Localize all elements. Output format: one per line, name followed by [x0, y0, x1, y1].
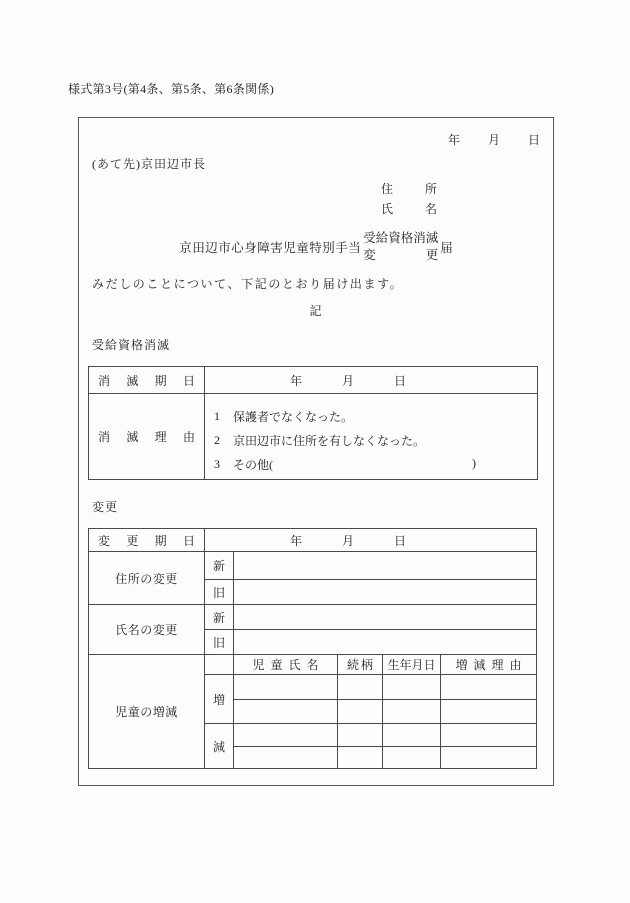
label-char: 滅: [126, 373, 139, 388]
increase-1-child-name-cell: [234, 675, 338, 700]
name-new-label-cell: 新: [205, 605, 234, 630]
change-char: 更: [425, 248, 439, 262]
date-month-label: 月: [342, 373, 355, 388]
name-label-char: 氏: [381, 202, 394, 216]
decrease-2-reason-cell: [441, 747, 537, 769]
submitter-block: [381, 180, 553, 220]
address-label-char: 所: [424, 182, 437, 196]
address-label-char: 住: [381, 182, 394, 196]
decrease-1-birth-date-cell: [383, 724, 441, 747]
label-char: 変: [98, 533, 111, 548]
change-section-heading: 変更: [92, 500, 119, 514]
date-day-label: 日: [527, 133, 540, 147]
reason-text: 保護者でなくなった。: [233, 409, 354, 424]
label-char: 消: [98, 373, 111, 388]
increase-1-reason-cell: [441, 675, 537, 700]
date-month-label: 月: [487, 133, 500, 147]
name-new-value-cell: [234, 605, 537, 630]
form-title-options: [363, 230, 438, 264]
children-change-header-row: [89, 655, 537, 675]
form-title-option-change: [363, 247, 438, 264]
decrease-1-child-name-cell: [234, 724, 338, 747]
submitter-address-label: [381, 180, 437, 200]
expiry-reason-row: [89, 394, 538, 480]
label-char: 消: [98, 430, 111, 444]
address-old-label-cell: 旧: [205, 580, 234, 605]
date-year-label: 年: [290, 533, 303, 548]
form-title-option-expiry: 受給資格消滅: [363, 231, 439, 245]
date-day-label: 日: [394, 533, 407, 548]
label-char: 日: [182, 533, 195, 548]
form-title-main: 京田辺市心身障害児童特別手当: [179, 241, 362, 255]
decrease-label-cell: 減: [205, 724, 234, 769]
date-year-label: 年: [290, 373, 303, 388]
name-change-label-cell: 氏名の変更: [89, 605, 205, 655]
children-change-label-cell: 児童の増減: [89, 655, 205, 769]
label-char: 由: [182, 430, 195, 444]
expiry-reason-list-cell: [205, 394, 538, 480]
statement-text: みだしのことについて、下記のとおり届け出ます。: [92, 277, 404, 291]
name-old-value-cell: [234, 630, 537, 655]
address-new-label-cell: 新: [205, 552, 234, 580]
label-char: 期: [154, 533, 167, 548]
expiry-reason-label-cell: [89, 394, 205, 480]
increase-1-birth-date-cell: [383, 675, 441, 700]
reason-number: 3: [214, 456, 220, 471]
change-date-value-cell: [205, 529, 537, 552]
label-char: 滅: [126, 430, 139, 444]
form-outer-box: [78, 117, 554, 786]
name-change-new-row: [89, 605, 537, 630]
change-table: [88, 528, 537, 769]
record-marker: 記: [309, 304, 323, 318]
decrease-1-relationship-cell: [338, 724, 383, 747]
birth-date-header-cell: 生年月日: [383, 655, 441, 675]
reason-item-3: [205, 452, 537, 476]
label-char: 更: [126, 533, 139, 548]
address-change-label-cell: 住所の変更: [89, 552, 205, 605]
address-new-value-cell: [234, 552, 537, 580]
expiry-date-value-cell: [205, 367, 538, 394]
name-old-label-cell: 旧: [205, 630, 234, 655]
label-char: 期: [154, 373, 167, 388]
label-char: 日: [182, 373, 195, 388]
relationship-header-cell: 続柄: [338, 655, 383, 675]
submission-date-line: [79, 131, 553, 148]
expiry-table: [88, 366, 538, 480]
change-char: 変: [363, 248, 376, 262]
reason-item-2: [205, 428, 537, 452]
name-label-char: 名: [424, 202, 437, 216]
form-number-label: 様式第3号(第4条、第5条、第6条関係): [68, 82, 274, 96]
expiry-date-row: [89, 367, 538, 394]
address-old-value-cell: [234, 580, 537, 605]
decrease-2-relationship-cell: [338, 747, 383, 769]
decrease-2-birth-date-cell: [383, 747, 441, 769]
submitter-name-label: [381, 200, 437, 220]
reason-number: 1: [214, 408, 220, 423]
increase-2-child-name-cell: [234, 700, 338, 724]
address-change-new-row: [89, 552, 537, 580]
increase-2-reason-cell: [441, 700, 537, 724]
form-title: [79, 230, 553, 264]
reason-item-1: [205, 404, 537, 428]
increase-2-relationship-cell: [338, 700, 383, 724]
reason-close-paren: ): [472, 455, 476, 470]
label-char: 理: [154, 430, 167, 444]
change-reason-header-cell: 増減理由: [441, 655, 537, 675]
child-name-header-cell: 児童氏名: [234, 655, 338, 675]
date-month-label: 月: [342, 533, 355, 548]
form-title-suffix: 届: [440, 241, 453, 255]
change-date-label-cell: [89, 529, 205, 552]
increase-1-relationship-cell: [338, 675, 383, 700]
increase-2-birth-date-cell: [383, 700, 441, 724]
decrease-2-child-name-cell: [234, 747, 338, 769]
reason-number: 2: [214, 432, 220, 447]
expiry-date-label-cell: [89, 367, 205, 394]
decrease-1-reason-cell: [441, 724, 537, 747]
reason-text: 京田辺市に住所を有しなくなった。: [233, 433, 426, 448]
increase-label-cell: 増: [205, 675, 234, 724]
reason-text: その他(: [233, 457, 273, 472]
expiry-section-heading: 受給資格消滅: [92, 338, 171, 352]
children-header-spacer-cell: [205, 655, 234, 675]
date-day-label: 日: [394, 373, 407, 388]
addressee-label: (あて先)京田辺市長: [92, 157, 206, 171]
date-year-label: 年: [447, 133, 460, 147]
change-date-row: [89, 529, 537, 552]
